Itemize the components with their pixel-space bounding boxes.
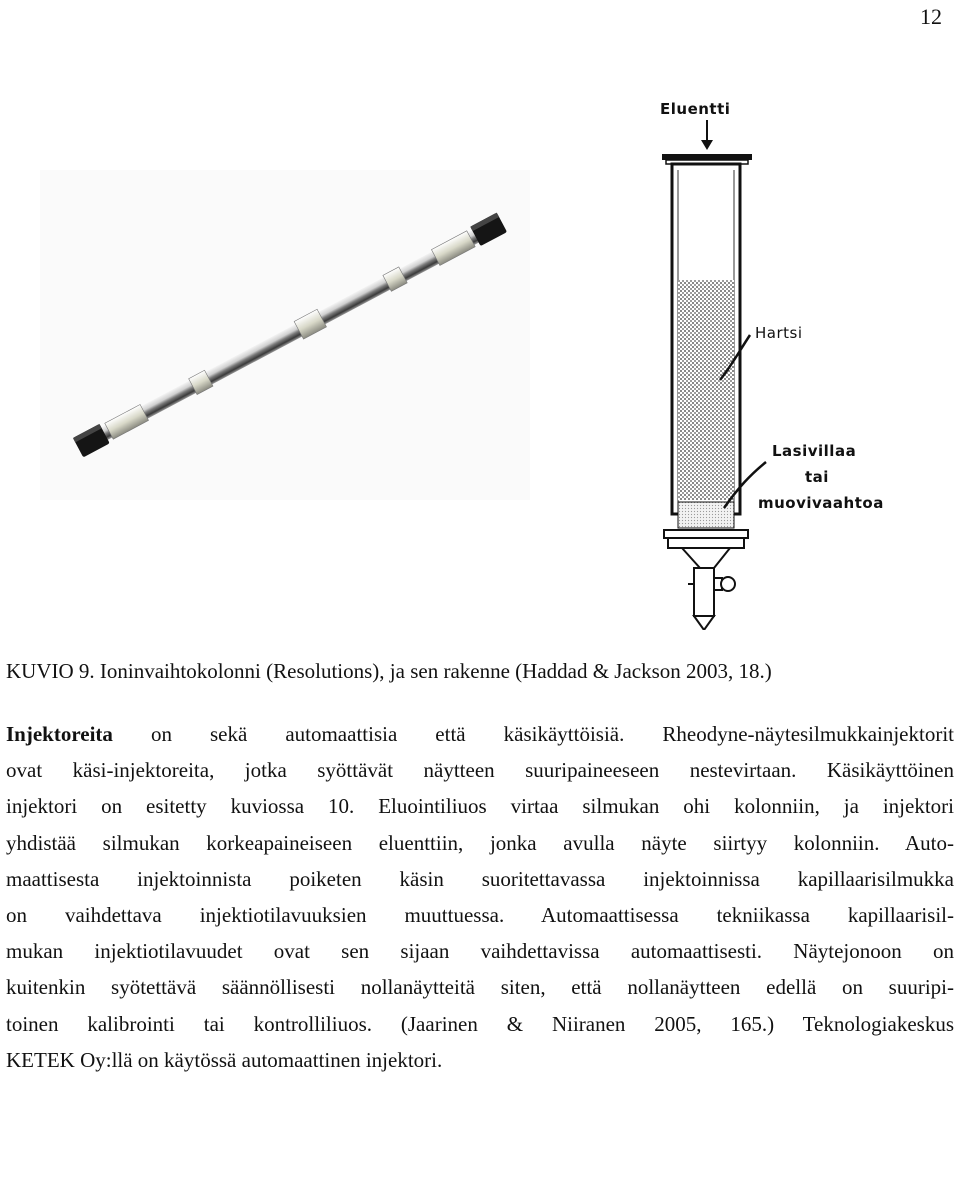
column-diagram: [600, 90, 930, 630]
label-muovivaahtoa: muovivaahtoa: [758, 494, 884, 512]
paragraph-line: yhdistää silmukan korkeapaineiseen eluenttiin, jonka avulla näyte siirtyy kolonniin. Auto-: [6, 830, 954, 855]
column-photo: [40, 170, 530, 500]
label-tai: tai: [805, 468, 829, 486]
paragraph-line: [6, 716, 954, 752]
paragraph-line-text: on sekä automaattisia että käsikäyttöisiä. Rheodyne-näytesilmukkainjektorit: [112, 722, 954, 746]
label-lasivillaa: Lasivillaa: [772, 442, 857, 460]
paragraph-line: maattisesta injektoinnista poiketen käsin suoritettavassa injektoinnissa kapillaarisilmukka: [6, 866, 954, 891]
paragraph-line: kuitenkin syötettävä säännöllisesti nollanäytteitä siten, että nollanäytteen edellä on suuripi-: [6, 975, 954, 1000]
label-hartsi: Hartsi: [755, 324, 803, 342]
body-paragraph: [6, 716, 954, 1078]
paragraph-line: on vaihdettava injektiotilavuuksien muuttuessa. Automaattisessa tekniikassa kapillaarisil-: [6, 902, 954, 927]
label-eluentti: Eluentti: [660, 100, 731, 118]
figure-caption: KUVIO 9. Ioninvaihtokolonni (Resolutions), ja sen rakenne (Haddad & Jackson 2003, 18.): [6, 659, 772, 683]
paragraph-line: toinen kalibrointi tai kontrolliliuos. (Jaarinen & Niiranen 2005, 165.) Teknologiakeskus: [6, 1011, 954, 1036]
page-number: 12: [920, 4, 942, 29]
lead-word: Injektoreita: [6, 722, 113, 746]
paragraph-line: KETEK Oy:llä on käytössä automaattinen injektori.: [6, 1047, 443, 1072]
paragraph-line: ovat käsi-injektoreita, jotka syöttävät näytteen suuripaineeseen nestevirtaan. Käsikäyttöinen: [6, 758, 954, 783]
paragraph-line: mukan injektiotilavuudet ovat sen sijaan vaihdettavissa automaattisesti. Näytejonoon on: [6, 939, 954, 964]
paragraph-line: injektori on esitetty kuviossa 10. Eluointiliuos virtaa silmukan ohi kolonniin, ja injektori: [6, 794, 954, 819]
